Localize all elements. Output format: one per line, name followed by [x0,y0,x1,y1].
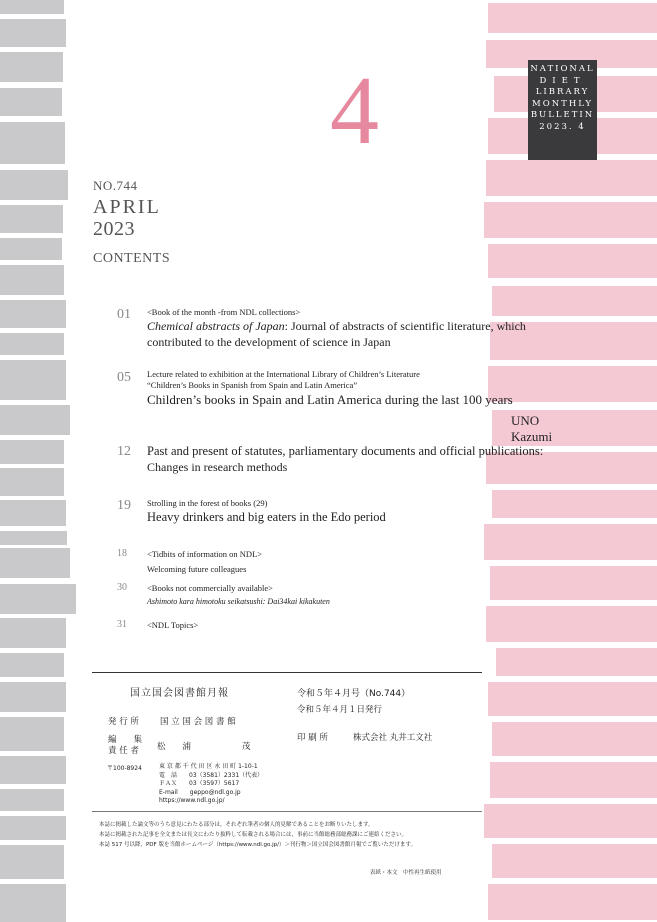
issue-number: NO.744 [93,178,138,193]
entry-title-line2: contributed to the development of science in Japan [147,335,391,349]
entry-page-number: 01 [117,307,131,322]
phone: 電 話 03（3581）2331（代表） [159,771,264,779]
postal-code: 〒100-8924 [107,765,142,772]
publisher-label: 発 行 所 [108,717,139,727]
logo-line: DIET [539,75,586,86]
entry-title: Past and present of statutes, parliamentary documents and official publications: [147,444,544,458]
entry-title-italic: Chemical abstracts of Japan [147,319,285,333]
issue-jp: 令和５年４月号（No.744） [297,689,411,699]
logo-line: NATIONAL [530,64,595,74]
entry-page-number: 31 [117,619,127,630]
colophon-bottom-rule [92,811,482,812]
entry-tag: Lecture related to exhibition at the International Library of Children’s Literature [147,369,420,379]
address: 東 京 都 千 代 田 区 永 田 町 1-10-1 [159,763,258,770]
printer-name: 株式会社 丸井工文社 [353,733,433,743]
entry-page-number: 05 [117,370,131,385]
entry-page-number: 12 [117,444,131,459]
paper-note: 表紙・本文 中性再生紙使用 [370,870,442,876]
email[interactable]: E-mail geppo@ndl.go.jp [159,788,241,796]
logo-line: BULLETIN [530,110,595,120]
left-decorative-stripes [0,0,90,922]
entry-tag: Strolling in the forest of books (29) [147,498,268,508]
colophon-top-rule [92,672,482,673]
entry-tag: <Books not commercially available> [147,583,273,593]
entry-page-number: 30 [117,582,127,593]
entry-page-number: 18 [117,548,127,559]
entry-title: Heavy drinkers and big eaters in the Edo period [147,510,386,524]
entry-title: Ashimoto kara himotoku seikatsushi: Dai34kai kikakuten [147,597,330,606]
publication-title: 国立国会図書館月報 [130,688,229,699]
notices [99,820,416,850]
editor-label: 編 集 [108,735,143,745]
entry-tag: <Book of the month -from NDL collections> [147,307,301,317]
entry-title: Welcoming future colleagues [147,564,247,574]
editor-label-2: 責 任 者 [108,746,139,756]
entry-title: Children’s books in Spain and Latin America during the last 100 years [147,392,513,407]
logo-line: LIBRARY [535,87,590,97]
contact-block [159,763,263,806]
entry-author: UNO Kazumi [511,413,553,444]
editor-name: 松 浦 茂 [157,742,251,752]
entry-tag: <NDL Topics> [147,620,199,630]
issue-month: APRIL [93,196,161,218]
fax: ＦＡＸ 03（3597）5617 [159,780,240,787]
printer-label: 印 刷 所 [297,733,328,743]
entry-title-line2: Changes in research methods [147,460,288,474]
entry-title: : Journal of abstracts of scientific literature, which [284,319,526,333]
logo-line: 2023. 4 [539,121,586,132]
contents-heading: CONTENTS [93,251,171,266]
issue-info [93,178,161,239]
notice: 本誌 517 号以降，PDF 版を当館ホームページ（https://www.ndl.go.jp/）＞刊行物＞国立国会図書館月報でご覧いただけます。 [99,842,416,848]
entry-tag: “Children’s Books in Spanish from Spain and Latin America” [147,380,358,390]
ndl-bulletin-logo [528,60,597,160]
publisher-name: 国 立 国 会 図 書 館 [160,717,236,727]
entry-tag: <Tidbits of information on NDL> [147,549,263,559]
notice: 本誌に掲載した論文等のうち意見にわたる部分は，それぞれ筆者の個人的見解であることをお断りいたします。 [99,822,374,828]
notice: 本誌に掲載された記事を全文または長文にわたり抜粋して転載される場合には，事前に当館総務部総務課にご連絡ください。 [99,832,408,838]
logo-line: MONTHLY [532,98,593,109]
entry-page-number: 19 [117,498,131,513]
website-link[interactable]: https://www.ndl.go.jp/ [159,797,225,804]
issue-year: 2023 [93,218,135,240]
issue-month-number: 4 [330,57,379,165]
date-jp: 令和５年４月１日発行 [297,705,383,715]
